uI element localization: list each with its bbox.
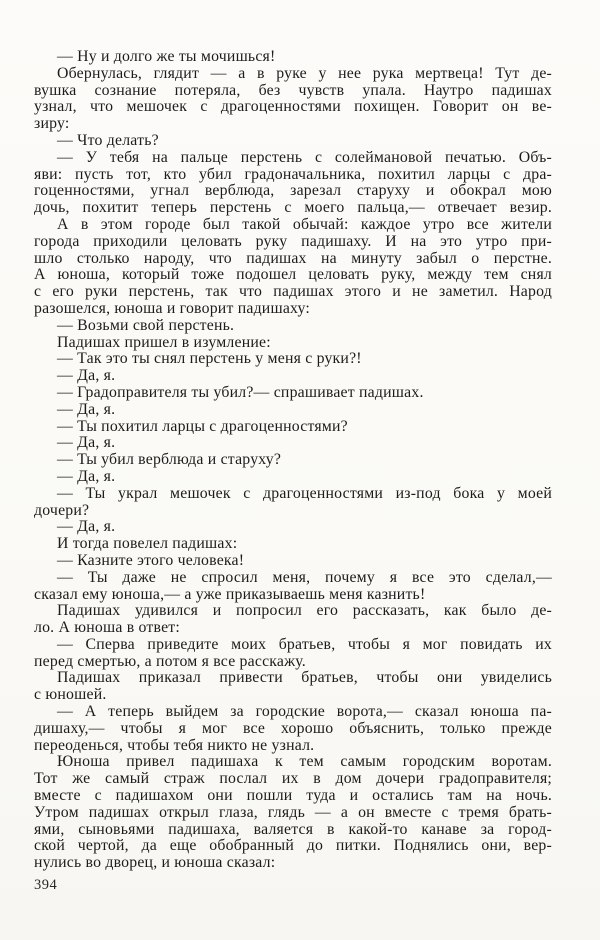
text-line: яви: пусть тот, кто убил градоначальника, похитил ларцы с дра- [34, 165, 552, 183]
text-line: перед смертью, а потом я все расскажу. [34, 652, 306, 670]
text-line: — Да, я. [57, 434, 116, 452]
text-line: зиру: [34, 115, 70, 133]
text-line: вушка сознание потеряла, без чувств упала. Наутро падишах [34, 81, 552, 99]
page-text [34, 49, 552, 872]
text-line: ями, сыновьями падишаха, валяется в какой-то канаве за город- [34, 820, 552, 838]
text-line: — Ты похитил ларцы с драгоценностями? [57, 417, 348, 435]
page-number: 394 [34, 877, 58, 894]
text-line: Утром падишах открыл глаза, глядь — а он вместе с тремя брать- [34, 803, 552, 821]
text-line: — Казните этого человека! [57, 551, 245, 569]
text-line: — Так это ты снял перстень у меня с руки?! [57, 350, 362, 368]
text-line: — У тебя на пальце перстень с солеймановой печатью. Объ- [57, 148, 552, 166]
text-line: дочери? [34, 501, 90, 519]
text-line: ской чертой, да еще обобранный до питки. Поднялись они, вер- [34, 837, 552, 855]
text-line: переоденься, чтобы тебя никто не узнал. [34, 736, 315, 754]
text-line: А юноша, который тоже подошел целовать руку, между тем снял [34, 266, 552, 284]
text-line: — Ну и долго же ты мочишься! [57, 48, 276, 65]
text-line: И тогда повелел падишах: [57, 535, 238, 553]
text-line: — А теперь выйдем за городские ворота,— сказал юноша па- [57, 703, 552, 721]
text-line: Тот же самый страж послал их в дом дочери градоправителя; [34, 770, 552, 788]
text-line: с юношей. [34, 686, 107, 704]
text-line: Юноша привел падишаха к тем самым городским воротам. [57, 753, 552, 771]
text-line: — Да, я. [57, 518, 116, 536]
text-line: Падишах удивился и попросил его рассказать, как было де- [57, 602, 552, 620]
text-line: шло столько народу, что падишах на минуту забыл о перстне. [34, 249, 552, 267]
text-line: дочь, похитит теперь перстень с моего пальца,— отвечает везир. [34, 199, 552, 217]
text-line: Падишах приказал привести братьев, чтобы они увиделись [57, 669, 552, 687]
text-line: разошелся, юноша и говорит падишаху: [34, 299, 311, 317]
text-line: А в этом городе был такой обычай: каждое утро все жители [57, 215, 552, 233]
text-line: — Да, я. [57, 400, 116, 418]
text-line: нулись во дворец, и юноша сказал: [34, 854, 276, 872]
text-line: — Да, я. [57, 467, 116, 485]
text-line: вместе с падишахом они пошли туда и остались там на ночь. [34, 787, 552, 805]
text-line: — Да, я. [57, 367, 116, 385]
text-line: — Возьми свой перстень. [57, 316, 235, 334]
text-line: дишаху,— чтобы я мог все хорошо объяснить, только прежде [34, 719, 552, 737]
text-line: узнал, что мешочек с драгоценностями похищен. Говорит он ве- [34, 98, 552, 116]
text-line: — Градоправителя ты убил?— спрашивает падишах. [57, 383, 424, 401]
text-line: Обернулась, глядит — а в руке у нее рука мертвеца! Тут де- [57, 64, 552, 82]
text-line: ло. А юноша в ответ: [34, 619, 180, 637]
text-line: сказал ему юноша,— а уже приказываешь меня казнить! [34, 585, 426, 603]
text-line: — Ты даже не спросил меня, почему я все это сделал,— [57, 568, 552, 586]
text-line: Падишах пришел в изумление: [57, 333, 271, 351]
text-line: города приходили целовать руку падишаху. И на это утро при- [34, 232, 552, 250]
text-line: — Что делать? [57, 131, 159, 149]
text-line: гоценностями, угнал верблюда, зарезал старуху и обокрал мою [34, 182, 552, 200]
text-line: — Ты украл мешочек с драгоценностями из-под бока у моей [57, 484, 552, 502]
text-line: — Сперва приведите моих братьев, чтобы я мог повидать их [57, 635, 552, 653]
text-line: с его руки перстень, так что падишах этого и не заметил. Народ [34, 283, 552, 301]
text-line: — Ты убил верблюда и старуху? [57, 451, 282, 469]
